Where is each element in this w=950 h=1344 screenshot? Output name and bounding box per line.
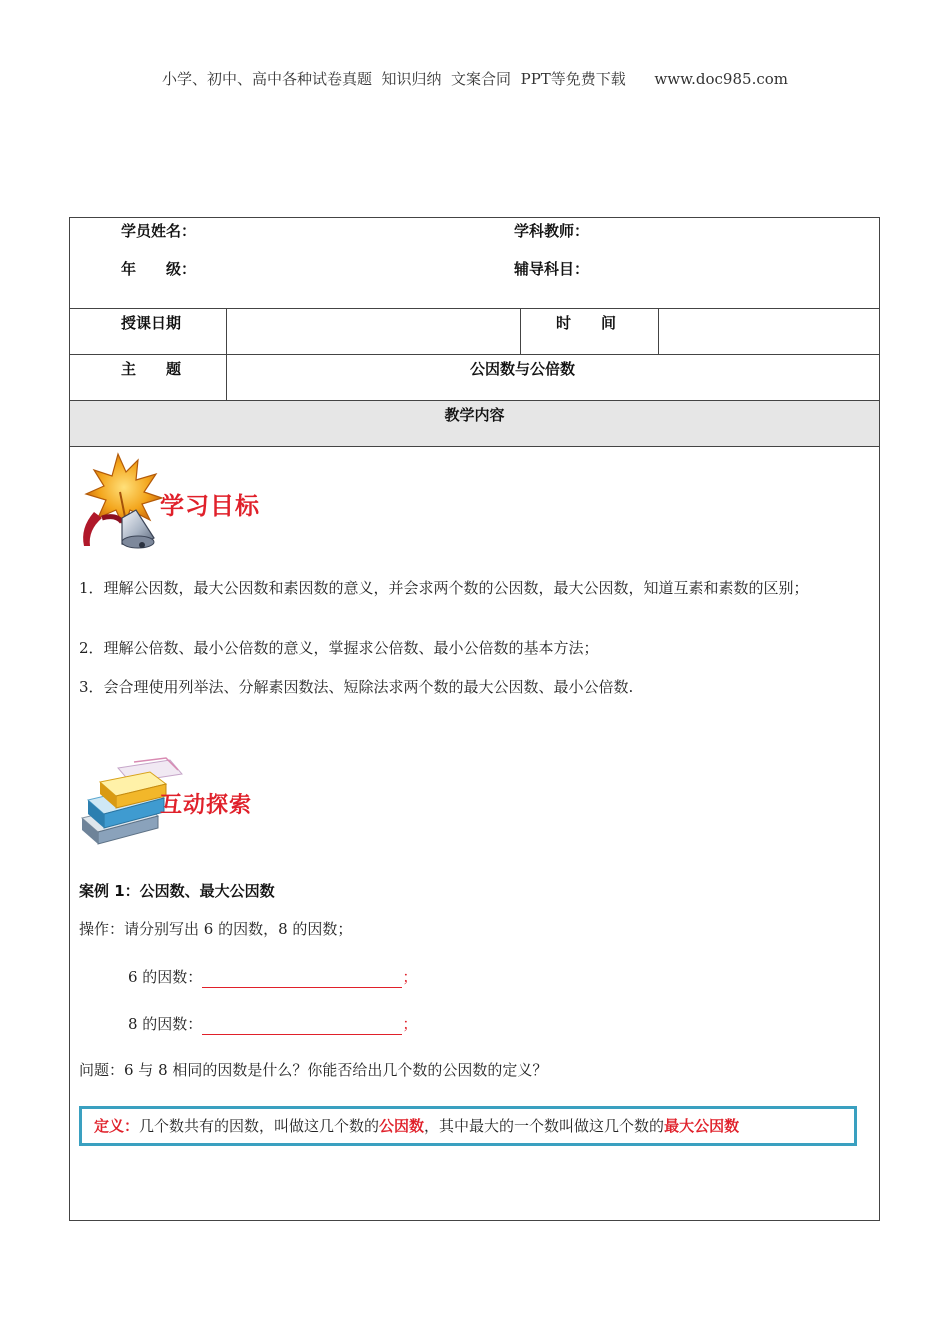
date-row: [70, 309, 879, 355]
factors-of-6-end: ；: [402, 968, 418, 986]
date-value-cell[interactable]: [227, 309, 519, 354]
goal-2: 2．理解公倍数、最小公倍数的意义，掌握求公倍数、最小公倍数的基本方法；: [79, 639, 599, 657]
factors-of-6-label: 6 的因数：: [128, 968, 203, 986]
lesson-sheet: [69, 217, 880, 1221]
operation-text: 操作：请分别写出 6 的因数，8 的因数；: [79, 920, 353, 938]
goal-3: 3．会合理使用列举法、分解素因数法、短除法求两个数的最大公因数、最小公倍数.: [79, 678, 634, 696]
teacher-label: 学科教师：: [514, 222, 590, 240]
definition-text-1: 几个数共有的因数，叫做这几个数的: [139, 1117, 380, 1135]
grade-label: 年 级：: [121, 260, 197, 278]
definition-term-common-factor: 公因数: [379, 1117, 425, 1135]
topic-value: 公因数与公倍数: [470, 360, 576, 378]
interactive-explore-title: 互动探索: [160, 793, 253, 818]
factors-of-6-blank[interactable]: [202, 971, 402, 988]
topic-label: 主 题: [121, 360, 182, 378]
factors-of-8-end: ；: [402, 1015, 418, 1033]
learning-goals-title: 学习目标: [160, 492, 260, 520]
factors-of-8-line: [128, 1013, 417, 1035]
case-title: 案例 1：公因数、最大公因数: [79, 882, 275, 900]
learning-goals-logo: [76, 452, 276, 552]
subject-label: 辅导科目：: [514, 260, 590, 278]
info-row: [70, 218, 879, 309]
definition-text-2: ，其中最大的一个数叫做这几个数的: [424, 1117, 665, 1135]
goal-1: 1．理解公因数，最大公因数和素因数的意义，并会求两个数的公因数，最大公因数，知道互素和素数的区别；: [79, 579, 809, 597]
factors-of-8-label: 8 的因数：: [128, 1015, 203, 1033]
interactive-explore-logo: [78, 756, 278, 856]
factors-of-8-blank[interactable]: [202, 1018, 402, 1035]
definition-label: 定义：: [94, 1117, 140, 1135]
definition-box: [79, 1106, 857, 1146]
content-band: [70, 401, 879, 447]
student-name-label: 学员姓名：: [121, 222, 197, 240]
time-value-cell[interactable]: [659, 309, 879, 354]
time-label: 时 间: [556, 314, 617, 332]
definition-term-gcf: 最大公因数: [664, 1117, 740, 1135]
date-label: 授课日期: [121, 314, 182, 332]
question-text: 问题：6 与 8 相同的因数是什么？你能否给出几个数的公因数的定义？: [79, 1061, 548, 1079]
content-heading: 教学内容: [444, 406, 505, 424]
topic-row: [70, 355, 879, 401]
page-header: 小学、初中、高中各种试卷真题 知识归纳 文案合同 PPT等免费下载 www.doc985.com: [161, 70, 788, 88]
factors-of-6-line: [128, 966, 417, 988]
